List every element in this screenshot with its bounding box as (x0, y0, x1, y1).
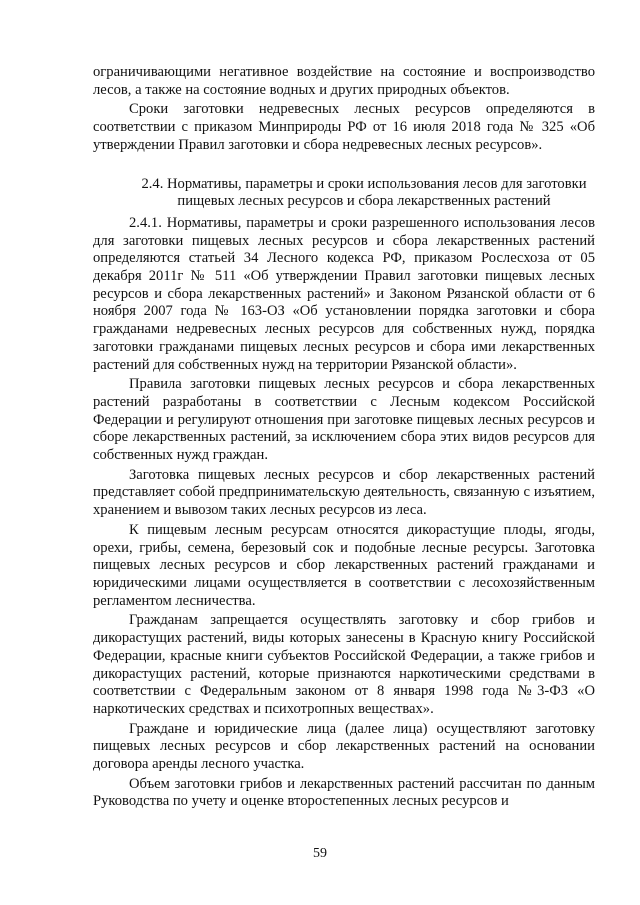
paragraph: Заготовка пищевых лесных ресурсов и сбор лекарственных растений представляет собой предпринимательскую деятельность, связанную с изъятием, хранением и вывозом таких лесных ресурсов из леса. (93, 466, 595, 519)
section-heading: 2.4. Нормативы, параметры и сроки использования лесов для заготовки пищевых лесных ресурсов и сбора лекарственных растений (141, 175, 587, 210)
page-number: 59 (313, 846, 327, 861)
paragraph: Объем заготовки грибов и лекарственных растений рассчитан по данным Руководства по учету и оценке второстепенных лесных ресурсов и (93, 775, 595, 810)
paragraph: Гражданам запрещается осуществлять заготовку и сбор грибов и дикорастущих растений, виды которых занесены в Красную книгу Российской Федерации, красные книги субъектов Российской Федерации, а также грибов и дикорастущих растений, которые признаются наркотическими средствами в соответствии с Федеральным законом от 8 января 1998 года №3-ФЗ «О наркотических средствах и психотропных веществах». (93, 612, 595, 717)
body-text (93, 64, 595, 811)
paragraph: К пищевым лесным ресурсам относятся дикорастущие плоды, ягоды, орехи, грибы, семена, березовый сок и подобные лесные ресурсы. Заготовка пищевых лесных ресурсов и сбор лекарственных растений гражданами и юридическими лицами осуществляется в соответствии с лесохозяйственным регламентом лесничества. (93, 521, 595, 609)
paragraph: Сроки заготовки недревесных лесных ресурсов определяются в соответствии с приказом Минприроды РФ от 16 июля 2018 года № 325 «Об утверждении Правил заготовки и сбора недревесных лесных ресурсов». (93, 101, 595, 153)
paragraph: Граждане и юридические лица (далее лица) осуществляют заготовку пищевых лесных ресурсов и сбор лекарственных растений на основании договора аренды лесного участка. (93, 720, 595, 773)
paragraph: Правила заготовки пищевых лесных ресурсов и сбора лекарственных растений разработаны в соответствии с Лесным кодексом Российской Федерации и регулируют отношения при заготовке пищевых лесных ресурсов и сборе лекарственных растений, за исключением сбора этих видов ресурсов для собственных нужд граждан. (93, 376, 595, 464)
paragraph: ограничивающими негативное воздействие на состояние и воспроизводство лесов, а также на состояние водных и других природных объектов. (93, 64, 595, 98)
paragraph: 2.4.1. Нормативы, параметры и сроки разрешенного использования лесов для заготовки пищевых лесных ресурсов и сбора лекарственных растений определяются статьей 34 Лесного кодекса РФ, приказом Рослесхоза от 05 декабря 2011г № 511 «Об утверждении Правил заготовки пищевых лесных ресурсов и сбора лекарственных растений» и Законом Рязанской области от 6 ноября 2007 года № 163-ОЗ «Об установлении порядка заготовки и сбора гражданами недревесных лесных ресурсов для собственных нужд, порядка заготовки гражданами пищевых лесных ресурсов и сбора ими лекарственных растений для собственных нужд на территории Рязанской области». (93, 214, 595, 373)
